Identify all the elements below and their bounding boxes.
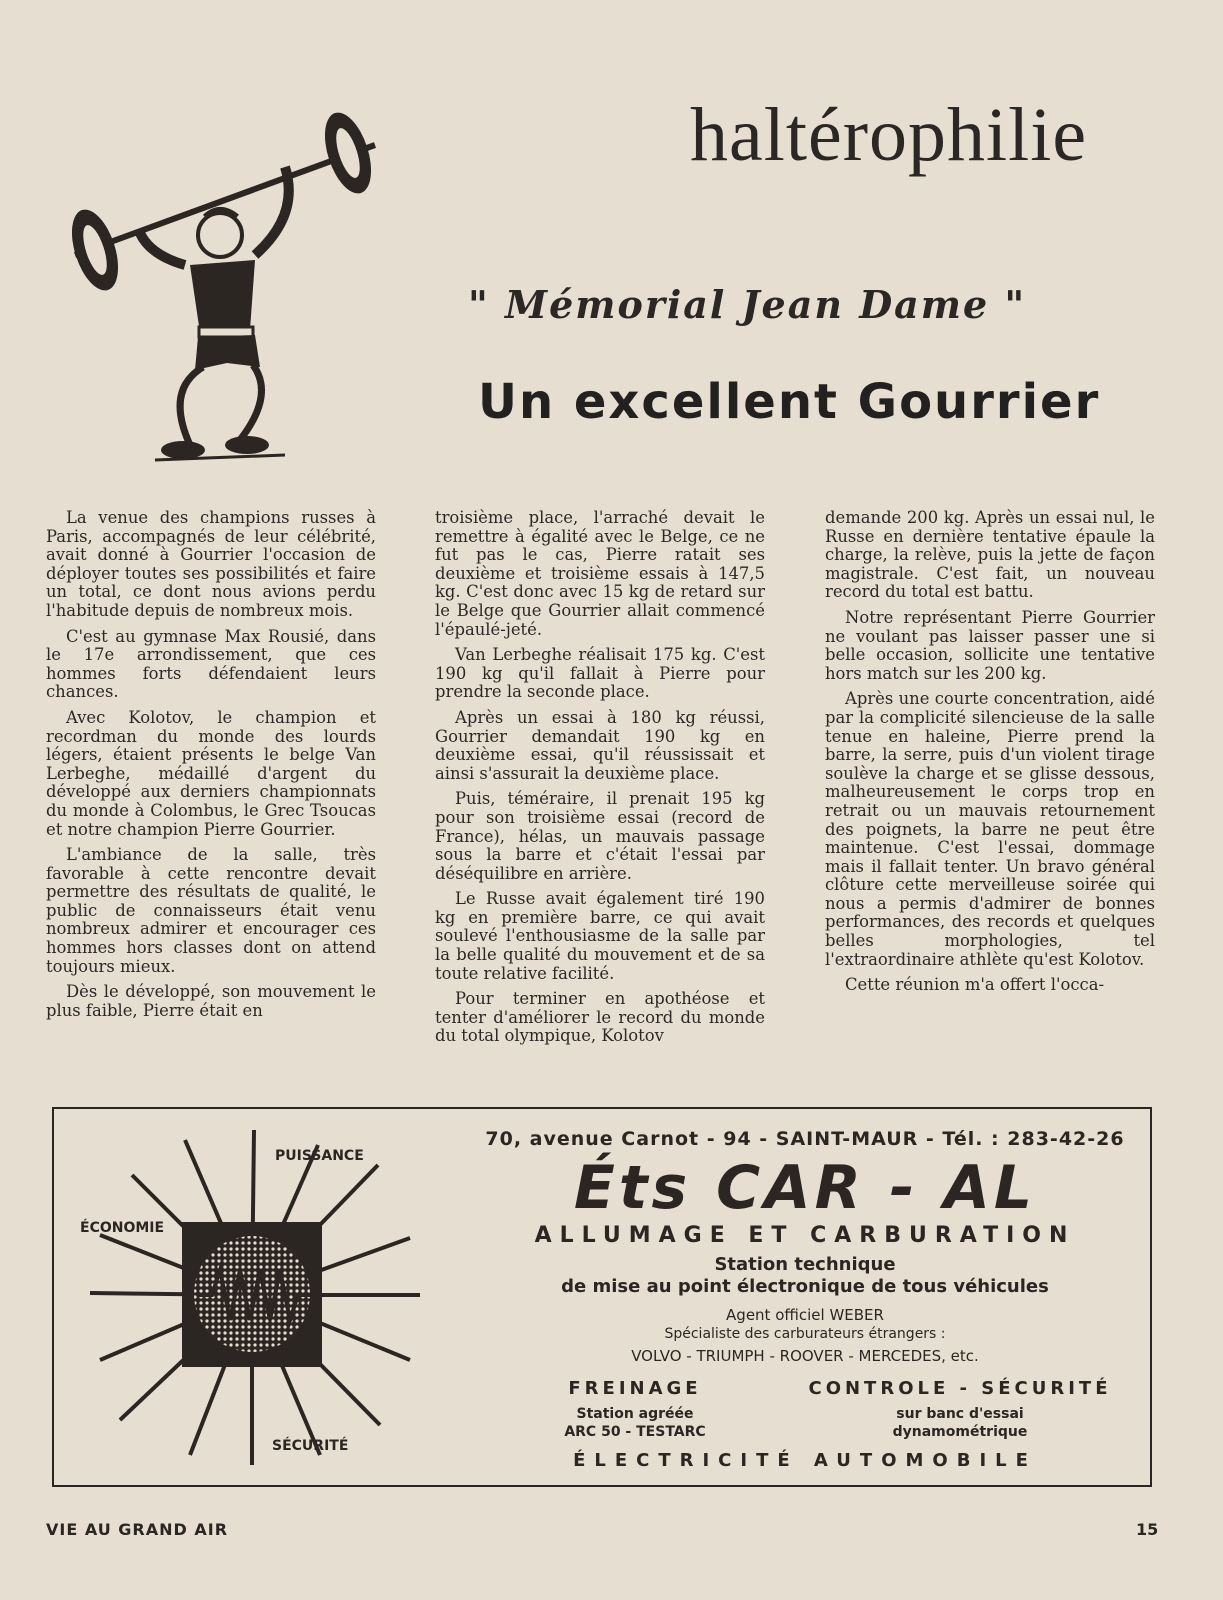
ad-agent-line: Agent officiel WEBER bbox=[726, 1306, 884, 1324]
page-number: 15 bbox=[1136, 1520, 1159, 1539]
paragraph: Après une courte concentration, aidé par la complicité silencieuse de la salle tenue en haleine, Pierre prend la barre, la serre, puis d'un violent tirage soulève la charge et se glisse dessous, malheureusement le corps trop en retrait ou un mauvais retournement des poignets, la barre ne peut être maintenue. C'est l'essai, dommage mais il fallait tenter. Un bravo général clôture cette merveilleuse soirée qui nous a permis d'admirer de bonnes performances, des records et quelques belles morphologies, tel l'extraordinaire athlète qu'est Kolotov. bbox=[825, 689, 1155, 969]
ad-car-brands: VOLVO - TRIUMPH - ROOVER - MERCEDES, etc. bbox=[631, 1347, 979, 1365]
ad-label-economie: ÉCONOMIE bbox=[80, 1220, 165, 1236]
article-subtitle: " Mémorial Jean Dame " bbox=[468, 282, 1027, 327]
weightlifter-illustration bbox=[55, 105, 395, 475]
ad-freinage-detail: Station agréée bbox=[576, 1406, 694, 1422]
ad-controle-detail: sur banc d'essai bbox=[896, 1406, 1024, 1422]
ad-freinage-block bbox=[520, 1378, 750, 1441]
ad-controle-title: CONTROLE - SÉCURITÉ bbox=[808, 1378, 1112, 1399]
ad-electricite: ÉLECTRICITÉ AUTOMOBILE bbox=[573, 1450, 1037, 1471]
ad-specialist-line: Spécialiste des carburateurs étrangers : bbox=[664, 1326, 946, 1342]
paragraph: Puis, téméraire, il prenait 195 kg pour son troisième essai (record de France), hélas, un mauvais passage sous la barre et c'était l'essai par déséquilibre en arrière. bbox=[435, 789, 765, 883]
article-column-2 bbox=[435, 509, 765, 1053]
sunburst-logo-icon bbox=[60, 1120, 440, 1475]
paragraph: Le Russe avait également tiré 190 kg en première barre, ce qui avait soulevé l'enthousiasme de la salle par la belle qualité du mouvement et de sa toute relative facilité. bbox=[435, 889, 765, 983]
ad-controle-block bbox=[800, 1378, 1120, 1441]
ad-specialty: ALLUMAGE ET CARBURATION bbox=[534, 1223, 1076, 1248]
ad-address: 70, avenue Carnot - 94 - SAINT-MAUR - Tél. : 283-42-26 bbox=[485, 1128, 1125, 1150]
paragraph: La venue des champions russes à Paris, accompagnés de leur célébrité, avait donné à Gourrier l'occasion de déployer toutes ses possibilités et faire un total, ce dont nous avions perdu l'habitude depuis de nombreux mois. bbox=[46, 508, 376, 620]
ad-agent bbox=[470, 1306, 1140, 1344]
ad-controle-detail: dynamométrique bbox=[892, 1424, 1028, 1440]
ad-freinage-title: FREINAGE bbox=[568, 1378, 702, 1399]
ad-station bbox=[470, 1254, 1140, 1298]
paragraph: Dès le développé, son mouvement le plus faible, Pierre était en bbox=[46, 982, 376, 1020]
article-column-3 bbox=[825, 509, 1155, 1002]
article-column-1 bbox=[46, 509, 376, 1027]
paragraph: Cette réunion m'a offert l'occa- bbox=[845, 975, 1105, 995]
paragraph: Notre représentant Pierre Gourrier ne voulant pas laisser passer une si belle occasion, sollicite une tentative hors match sur les 200 kg. bbox=[825, 607, 1155, 683]
paragraph: demande 200 kg. Après un essai nul, le Russe en dernière tentative épaule la charge, la relève, puis la jette de façon magistrale. C'est fait, un nouveau record du total est battu. bbox=[825, 508, 1155, 602]
paragraph: Après un essai à 180 kg réussi, Gourrier demandait 190 kg en deuxième essai, qu'il réussissait et ainsi s'assurait la deuxième place. bbox=[435, 707, 765, 783]
paragraph: Van Lerbeghe réalisait 175 kg. C'est 190 kg qu'il fallait à Pierre pour prendre la seconde place. bbox=[435, 645, 765, 702]
magazine-name: VIE AU GRAND AIR bbox=[46, 1520, 229, 1539]
article-headline: Un excellent Gourrier bbox=[478, 374, 1101, 430]
ad-label-securite: SÉCURITÉ bbox=[272, 1438, 349, 1454]
ad-station-line: de mise au point électronique de tous véhicules bbox=[561, 1276, 1049, 1297]
ad-company-name: Éts CAR - AL bbox=[573, 1153, 1037, 1223]
paragraph: Pour terminer en apothéose et tenter d'améliorer le record du monde du total olympique, Kolotov bbox=[435, 989, 765, 1046]
paragraph: L'ambiance de la salle, très favorable à cette rencontre devait permettre des résultats de qualité, le public de connaisseurs était venu nombreux admirer et encourager ces hommes hors classes dont on attend toujours mieux. bbox=[46, 845, 376, 976]
ad-station-line: Station technique bbox=[714, 1254, 896, 1275]
ad-freinage-detail: ARC 50 - TESTARC bbox=[564, 1424, 706, 1440]
paragraph: troisième place, l'arraché devait le remettre à égalité avec le Belge, ce ne fut pas le cas, Pierre ratait ses deuxième et troisième essais à 147,5 kg. C'est donc avec 15 kg de retard sur le Belge que Gourrier allait commencé l'épaulé-jeté. bbox=[435, 508, 765, 639]
ad-label-puissance: PUISSANCE bbox=[275, 1148, 364, 1164]
section-title: haltérophilie bbox=[690, 93, 1088, 177]
paragraph: Avec Kolotov, le champion et recordman du monde des lourds légers, étaient présents le belge Van Lerbeghe, médaillé d'argent du développé aux derniers championnats du monde à Colombus, le Grec Tsoucas et notre champion Pierre Gourrier. bbox=[46, 707, 376, 839]
paragraph: C'est au gymnase Max Rousié, dans le 17e arrondissement, que ces hommes forts défendaient leurs chances. bbox=[46, 626, 376, 702]
